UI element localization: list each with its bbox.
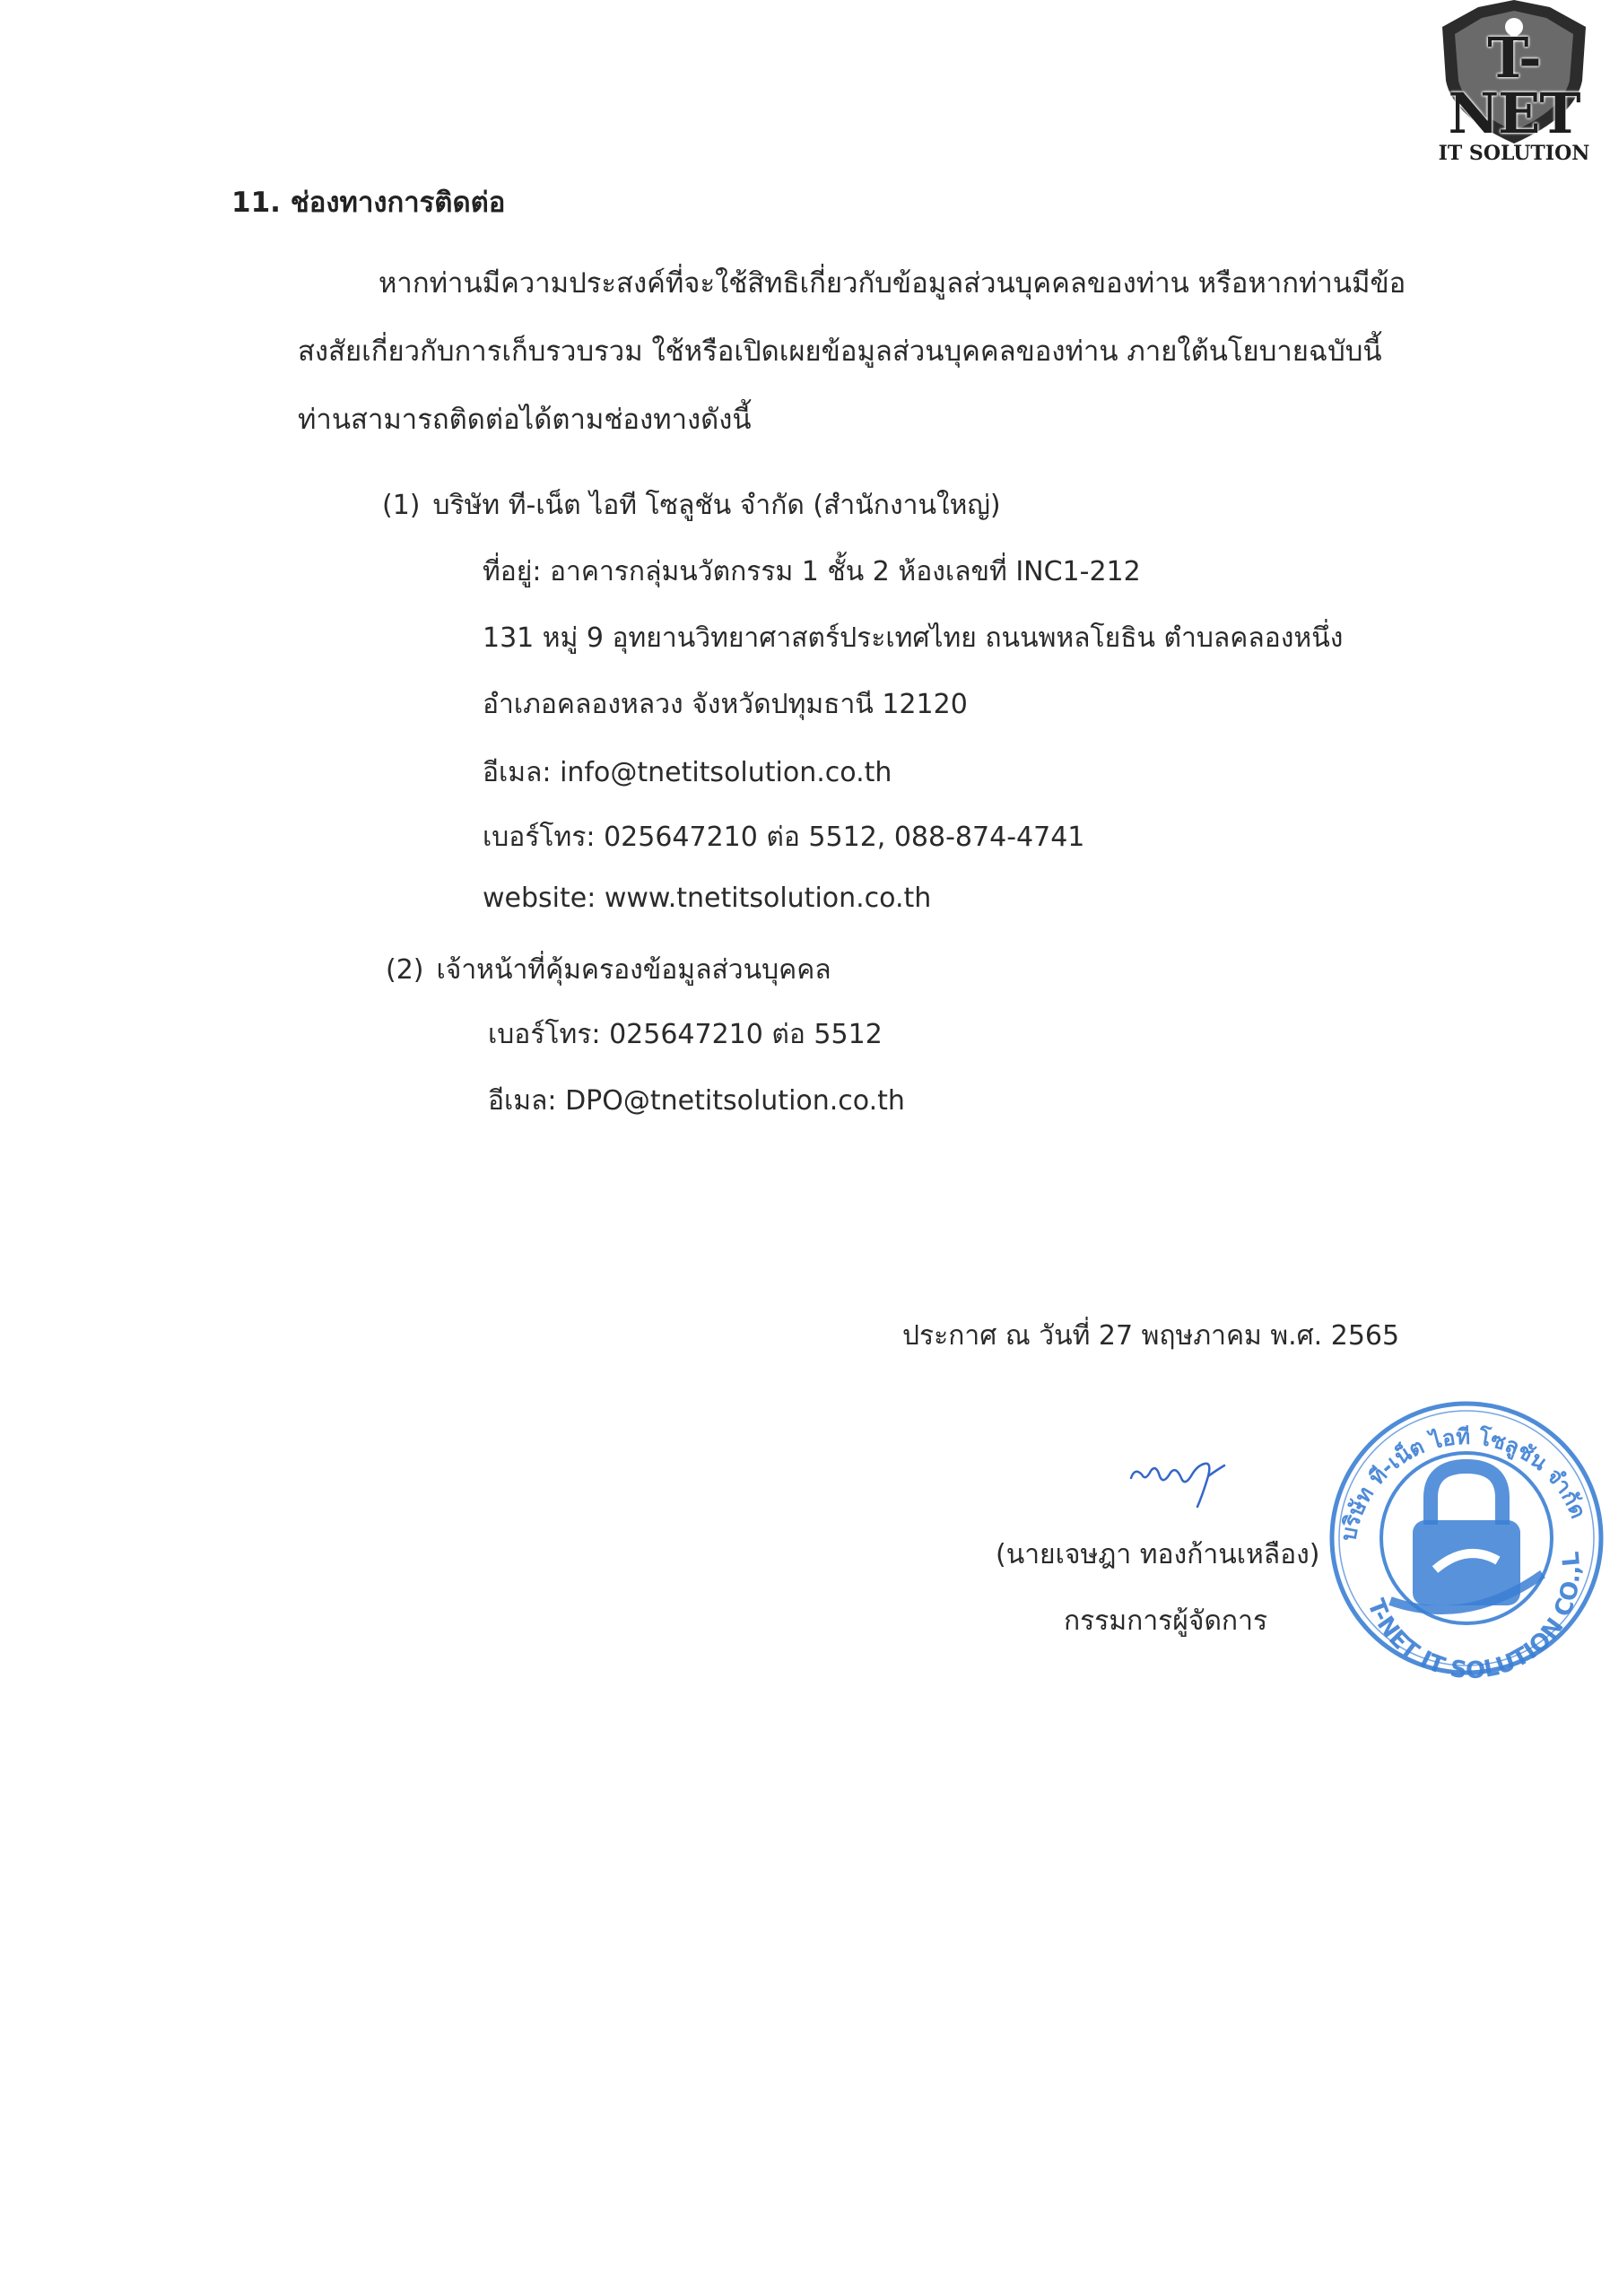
stamp-seal-icon: [1318, 1377, 1610, 1735]
stamp-bottom-text: T-NET IT SOLUTION CO.,L: [1362, 1553, 1586, 1685]
contact-1-title-text: บริษัท ที-เน็ต ไอที โซลูชัน จำกัด (สำนักงานใหญ่): [432, 490, 1001, 521]
contact-1-phone: เบอร์โทร: 025647210 ต่อ 5512, 088-874-4741: [483, 822, 1085, 853]
contact-1-address-line-3: อำเภอคลองหลวง จังหวัดปทุมธานี 12120: [483, 689, 968, 720]
handwritten-signature: [1126, 1451, 1242, 1514]
signatory-position: กรรมการผู้จัดการ: [1064, 1605, 1268, 1637]
logo-subtitle: IT SOLUTION: [1438, 142, 1590, 165]
logo-name: T-NET: [1448, 25, 1580, 146]
intro-line-2: สงสัยเกี่ยวกับการเก็บรวบรวม ใช้หรือเปิดเผยข้อมูลส่วนบุคคลของท่าน ภายใต้นโยบายฉบับนี้: [298, 335, 1382, 368]
contact-1-title: [382, 484, 1001, 526]
contact-1-website: website: www.tnetitsolution.co.th: [483, 883, 932, 914]
contact-2-title-text: เจ้าหน้าที่คุ้มครองข้อมูลส่วนบุคคล: [436, 954, 831, 986]
contact-2-number: (2): [386, 954, 424, 986]
contact-1-address-line-2: 131 หมู่ 9 อุทยานวิทยาศาสตร์ประเทศไทย ถนนพหลโยธิน ตำบลคลองหนึ่ง: [483, 622, 1344, 654]
signatory-name: (นายเจษฎา ทองก้านเหลือง): [996, 1539, 1320, 1570]
contact-2-email: อีเมล: DPO@tnetitsolution.co.th: [488, 1085, 905, 1117]
intro-line-3: ท่านสามารถติดต่อได้ตามช่องทางดังนี้: [298, 404, 752, 436]
announcement-date: ประกาศ ณ วันที่ 27 พฤษภาคม พ.ศ. 2565: [902, 1320, 1400, 1352]
contact-1-address-line-1: ที่อยู่: อาคารกลุ่มนวัตกรรม 1 ชั้น 2 ห้องเลขที่ INC1-212: [483, 556, 1141, 587]
contact-1-email: อีเมล: info@tnetitsolution.co.th: [483, 757, 892, 788]
section-heading: 11. ช่องทางการติดต่อ: [231, 187, 506, 219]
company-stamp: [1318, 1377, 1610, 1735]
contact-2-phone: เบอร์โทร: 025647210 ต่อ 5512: [488, 1019, 883, 1050]
company-logo: [1424, 0, 1604, 170]
stamp-top-text: บริษัท ที-เน็ต ไอที โซลูชัน จำกัด: [1336, 1423, 1591, 1544]
intro-line-1: หากท่านมีความประสงค์ที่จะใช้สิทธิเกี่ยวกับข้อมูลส่วนบุคคลของท่าน หรือหากท่านมีข้อ: [379, 267, 1406, 300]
contact-1-number: (1): [382, 490, 421, 521]
contact-2-title: [386, 949, 831, 991]
